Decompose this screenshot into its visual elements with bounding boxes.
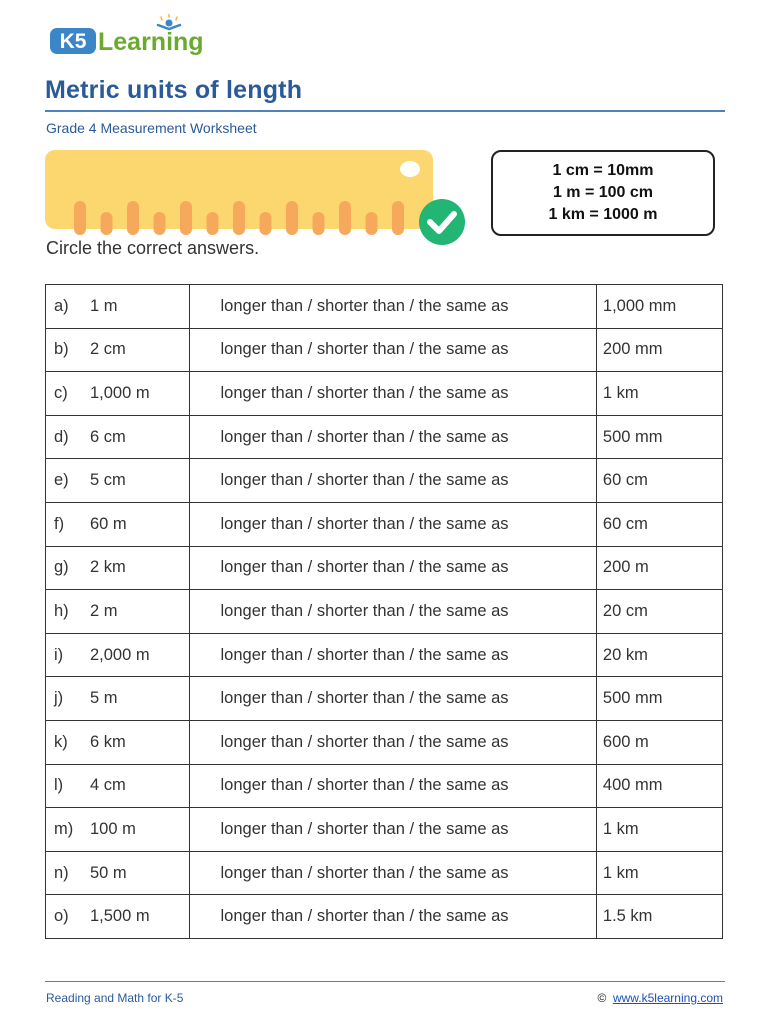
conversion-line: 1 km = 1000 m <box>548 206 658 223</box>
left-quantity: 2 cm <box>90 340 126 359</box>
right-quantity: 600 m <box>596 720 722 764</box>
right-quantity: 1.5 km <box>596 895 722 939</box>
comparison-choices[interactable]: longer than / shorter than / the same as <box>189 851 596 895</box>
left-quantity: 1,000 m <box>90 383 150 402</box>
ruler-tick <box>233 201 245 235</box>
k5-logo-text: K5 <box>59 30 87 53</box>
left-quantity-cell <box>46 764 190 808</box>
table-row <box>46 459 723 503</box>
page-title: Metric units of length <box>45 76 303 104</box>
right-quantity: 1 km <box>596 851 722 895</box>
item-label: c) <box>54 383 68 402</box>
comparison-choices[interactable]: longer than / shorter than / the same as <box>189 808 596 852</box>
comparison-choices[interactable]: longer than / shorter than / the same as <box>189 590 596 634</box>
left-quantity-cell <box>46 459 190 503</box>
comparison-choices[interactable]: longer than / shorter than / the same as <box>189 633 596 677</box>
ruler-tick <box>127 201 139 235</box>
table-row <box>46 851 723 895</box>
comparison-choices[interactable]: longer than / shorter than / the same as <box>189 502 596 546</box>
table-row <box>46 415 723 459</box>
ruler-tick <box>74 201 86 235</box>
table-row <box>46 808 723 852</box>
table-row <box>46 720 723 764</box>
comparison-choices[interactable]: longer than / shorter than / the same as <box>189 459 596 503</box>
conversion-line: 1 cm = 10mm <box>552 162 654 179</box>
table-row <box>46 285 723 329</box>
comparison-choices[interactable]: longer than / shorter than / the same as <box>189 764 596 808</box>
left-quantity: 2 m <box>90 601 118 620</box>
left-quantity: 1 m <box>90 296 118 315</box>
item-label: e) <box>54 471 69 490</box>
right-quantity: 400 mm <box>596 764 722 808</box>
left-quantity-cell <box>46 502 190 546</box>
logo-figure-head <box>166 20 173 27</box>
item-label: j) <box>54 689 64 708</box>
table-row <box>46 633 723 677</box>
copyright-symbol: © <box>597 991 607 1005</box>
title-divider <box>45 110 725 112</box>
conversion-box <box>491 150 715 236</box>
table-row <box>46 502 723 546</box>
instruction-text: Circle the correct answers. <box>46 238 260 258</box>
left-quantity-cell <box>46 633 190 677</box>
worksheet-table <box>45 284 723 939</box>
ruler-tick <box>286 201 298 235</box>
right-quantity: 1 km <box>596 372 722 416</box>
ruler-tick <box>154 212 166 235</box>
left-quantity-cell <box>46 372 190 416</box>
ruler-tick <box>339 201 351 235</box>
learning-logo-text: Learning <box>98 28 204 56</box>
right-quantity: 1 km <box>596 808 722 852</box>
item-label: d) <box>54 427 69 446</box>
worksheet-table-body <box>46 285 723 939</box>
left-quantity: 50 m <box>90 863 127 882</box>
table-row <box>46 677 723 721</box>
k5-logo <box>48 14 228 58</box>
left-quantity-cell <box>46 415 190 459</box>
comparison-choices[interactable]: longer than / shorter than / the same as <box>189 546 596 590</box>
comparison-choices[interactable]: longer than / shorter than / the same as <box>189 677 596 721</box>
ruler-tick <box>207 212 219 235</box>
right-quantity: 1,000 mm <box>596 285 722 329</box>
item-label: i) <box>54 645 64 664</box>
left-quantity-cell <box>46 720 190 764</box>
item-label: f) <box>54 514 65 533</box>
ruler-tick <box>366 212 378 235</box>
footer-credit <box>597 991 723 1005</box>
item-label: l) <box>54 776 64 795</box>
left-quantity: 6 km <box>90 732 126 751</box>
left-quantity: 1,500 m <box>90 907 150 926</box>
ruler-hole <box>400 161 420 177</box>
right-quantity: 60 cm <box>596 459 722 503</box>
left-quantity: 2,000 m <box>90 645 150 664</box>
item-label: k) <box>54 732 68 751</box>
logo-sparkles <box>161 14 177 20</box>
comparison-choices[interactable]: longer than / shorter than / the same as <box>189 720 596 764</box>
footer-divider <box>45 981 725 982</box>
ruler-tick <box>392 201 404 235</box>
footer-tagline: Reading and Math for K-5 <box>46 991 184 1005</box>
item-label: a) <box>54 296 69 315</box>
left-quantity: 60 m <box>90 514 127 533</box>
ruler-tick <box>313 212 325 235</box>
left-quantity: 6 cm <box>90 427 126 446</box>
comparison-choices[interactable]: longer than / shorter than / the same as <box>189 415 596 459</box>
table-row <box>46 764 723 808</box>
right-quantity: 20 km <box>596 633 722 677</box>
left-quantity: 5 cm <box>90 471 126 490</box>
item-label: g) <box>54 558 69 577</box>
website-link[interactable]: www.k5learning.com <box>612 991 723 1005</box>
table-row <box>46 895 723 939</box>
left-quantity: 100 m <box>90 819 136 838</box>
left-quantity-cell <box>46 808 190 852</box>
left-quantity-cell <box>46 285 190 329</box>
conversion-line: 1 m = 100 cm <box>552 184 654 201</box>
right-quantity: 500 mm <box>596 415 722 459</box>
left-quantity: 5 m <box>90 689 118 708</box>
left-quantity-cell <box>46 677 190 721</box>
left-quantity-cell <box>46 851 190 895</box>
worksheet-subtitle: Grade 4 Measurement Worksheet <box>46 120 257 136</box>
left-quantity: 4 cm <box>90 776 126 795</box>
right-quantity: 200 m <box>596 546 722 590</box>
table-row <box>46 546 723 590</box>
right-quantity: 60 cm <box>596 502 722 546</box>
comparison-choices[interactable]: longer than / shorter than / the same as <box>189 895 596 939</box>
left-quantity: 2 km <box>90 558 126 577</box>
right-quantity: 500 mm <box>596 677 722 721</box>
ruler-tick <box>180 201 192 235</box>
item-label: h) <box>54 601 69 620</box>
right-quantity: 20 cm <box>596 590 722 634</box>
check-circle-icon <box>419 199 465 245</box>
ruler-tick <box>260 212 272 235</box>
table-row <box>46 590 723 634</box>
comparison-choices[interactable]: longer than / shorter than / the same as <box>189 285 596 329</box>
ruler-illustration <box>45 148 470 248</box>
item-label: b) <box>54 340 69 359</box>
item-label: m) <box>54 819 74 838</box>
left-quantity-cell <box>46 328 190 372</box>
item-label: o) <box>54 907 69 926</box>
table-row <box>46 372 723 416</box>
left-quantity-cell <box>46 546 190 590</box>
ruler-tick <box>101 212 113 235</box>
comparison-choices[interactable]: longer than / shorter than / the same as <box>189 328 596 372</box>
table-row <box>46 328 723 372</box>
left-quantity-cell <box>46 590 190 634</box>
right-quantity: 200 mm <box>596 328 722 372</box>
left-quantity-cell <box>46 895 190 939</box>
comparison-choices[interactable]: longer than / shorter than / the same as <box>189 372 596 416</box>
item-label: n) <box>54 863 69 882</box>
